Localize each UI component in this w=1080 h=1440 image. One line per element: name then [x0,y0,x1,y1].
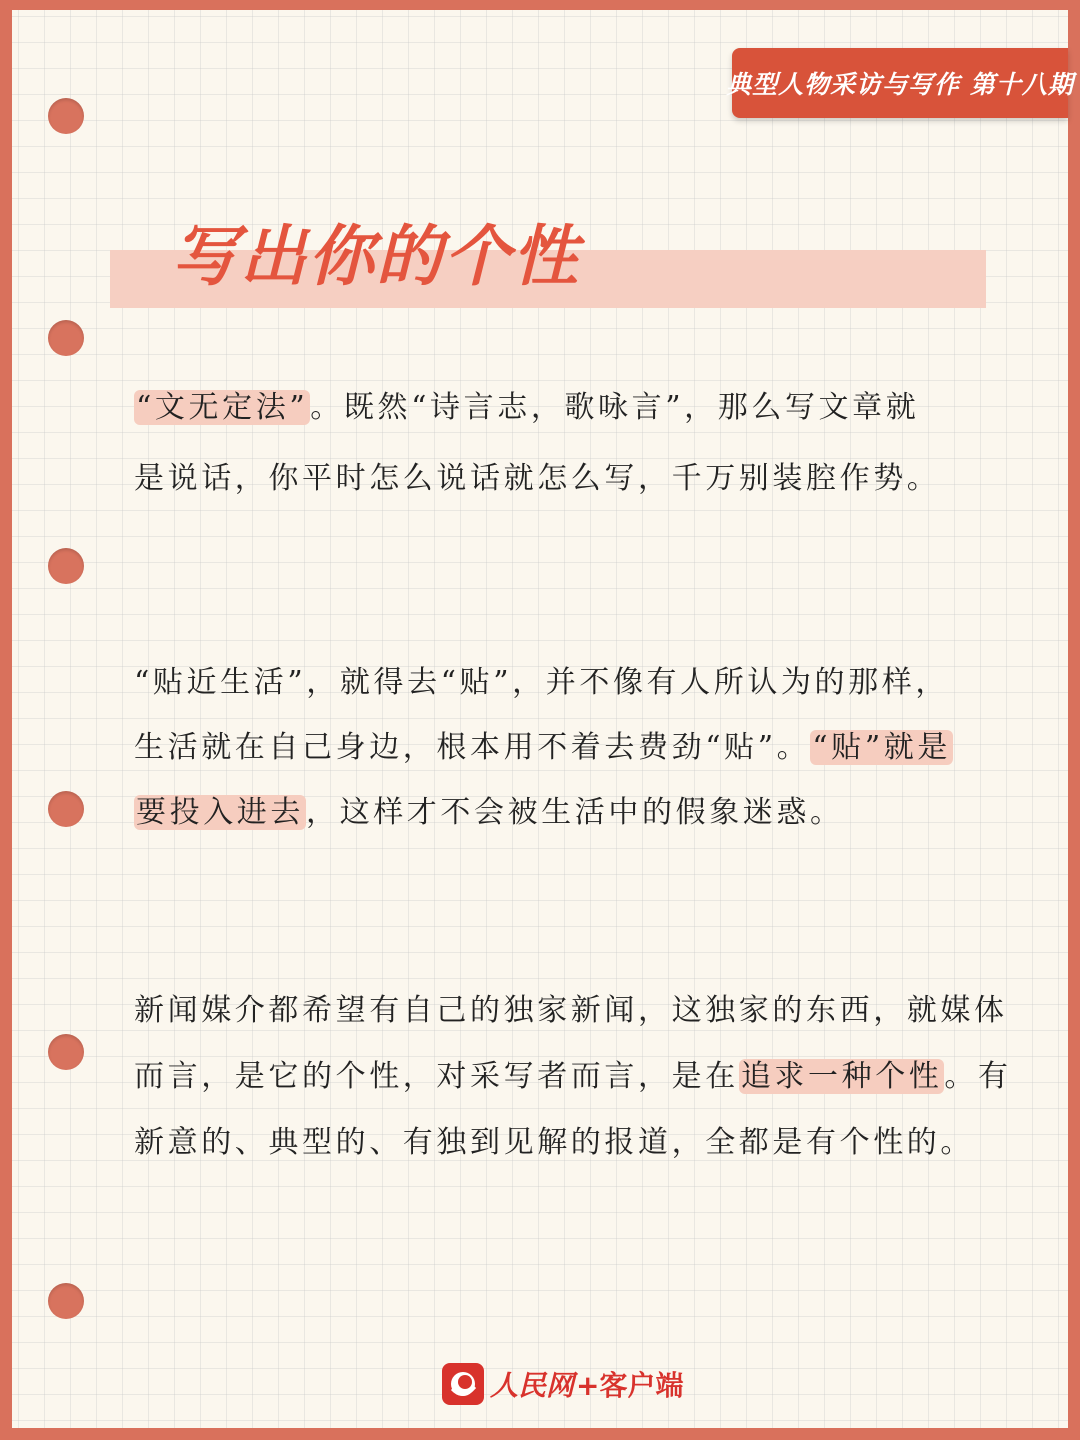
binder-hole-icon [48,1283,84,1319]
body-text: ，这样才不会被生活中的假象迷惑。 [306,795,844,830]
paragraph-line [134,443,1014,514]
paragraph-line [134,1110,1014,1176]
paragraph-line [134,650,1014,715]
binder-hole-icon [48,548,84,584]
binder-hole-icon [48,791,84,827]
binder-hole-icon [48,1034,84,1070]
body-text: 。有 [944,1059,1012,1094]
highlighted-text: 要投入进去 [136,795,304,830]
paragraph-line [134,780,1014,845]
body-text: 。既然“诗言志，歌咏言”，那么写文章就 [310,390,920,425]
footer-brand [442,1362,683,1406]
paragraph-3 [134,978,1014,1176]
body-text: 而言，是它的个性，对采写者而言，是在 [134,1059,739,1094]
highlighted-text: “贴”就是 [812,730,951,765]
paragraph-line [134,372,1014,443]
page-title: 写出你的个性 [172,218,580,295]
paragraph-line [134,1044,1014,1110]
paragraph-line [134,978,1014,1044]
binder-hole-icon [48,98,84,134]
paragraph-2 [134,650,1014,845]
body-text: 新闻媒介都希望有自己的独家新闻，这独家的东西，就媒体 [134,993,1008,1028]
body-text: 是说话，你平时怎么说话就怎么写，千万别装腔作势。 [134,461,941,496]
highlighted-text: 追求一种个性 [740,1059,943,1094]
brand-name: 人民网 [490,1369,575,1402]
people-daily-logo-icon [442,1363,484,1405]
series-tag: 典型人物采访与写作 第十八期 [732,48,1068,118]
body-text: 新意的、典型的、有独到见解的报道，全都是有个性的。 [134,1125,974,1160]
paragraph-line [134,715,1014,780]
highlighted-text: “文无定法” [136,390,309,425]
body-text: “贴近生活”，就得去“贴”，并不像有人所认为的那样， [134,665,949,700]
binder-hole-icon [48,320,84,356]
notebook-page [12,10,1074,1428]
paragraph-1 [134,372,1014,514]
body-text: 生活就在自己身边，根本用不着去费劲“贴”。 [134,730,811,765]
brand-suffix: +客户端 [576,1369,684,1402]
